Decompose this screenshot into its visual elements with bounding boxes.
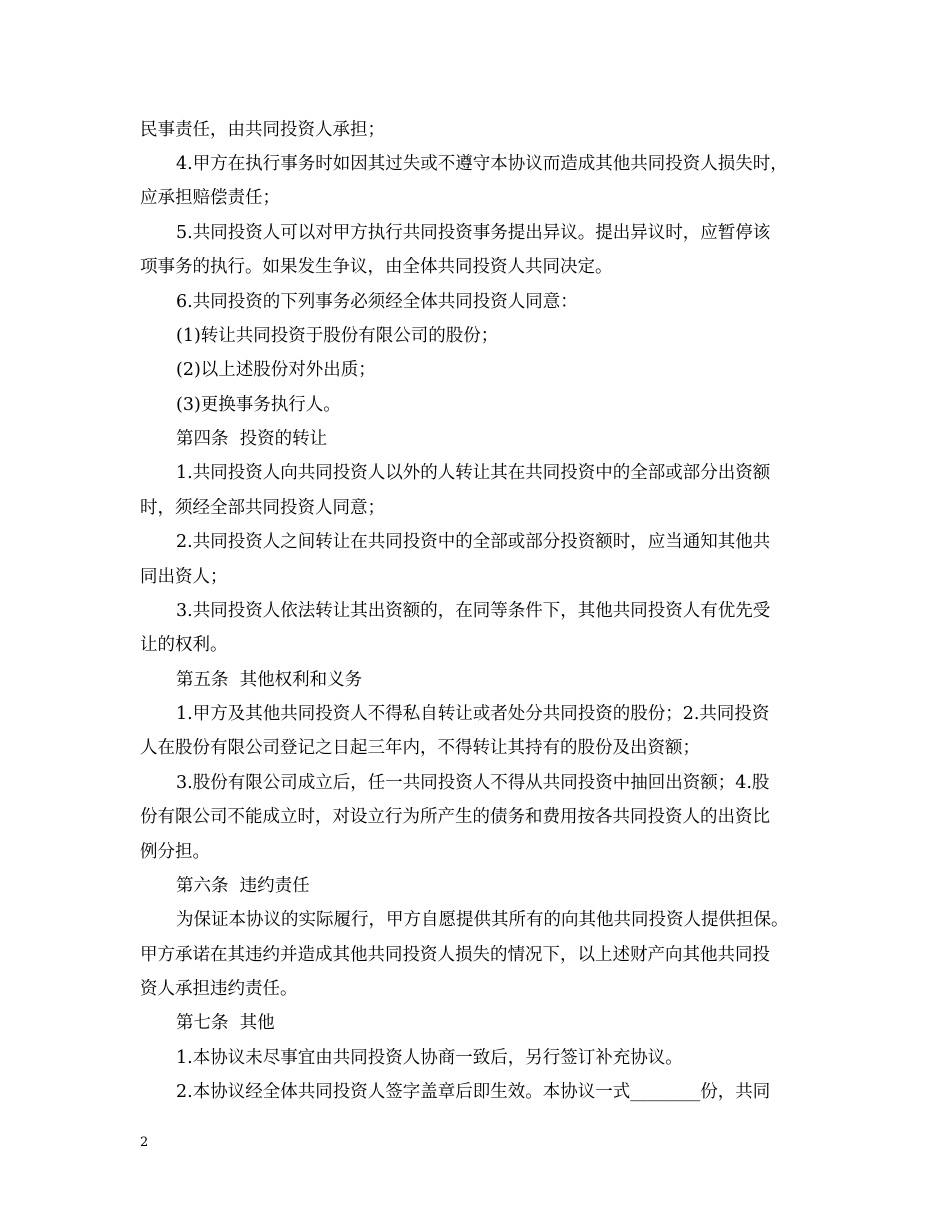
text-line: 民事责任，由共同投资人承担； bbox=[140, 120, 385, 140]
text-line: 1.甲方及其他共同投资人不得私自转让或者处分共同投资的股份；2.共同投资 bbox=[176, 704, 770, 724]
text-line: 例分担。 bbox=[140, 842, 210, 862]
text-line: 6.共同投资的下列事务必须经全体共同投资人同意： bbox=[176, 292, 578, 312]
text-line: 应承担赔偿责任； bbox=[140, 188, 280, 208]
text-line: 3.共同投资人依法转让其出资额的，在同等条件下，其他共同投资人有优先受 bbox=[176, 601, 771, 621]
text-line: 份有限公司不能成立时，对设立行为所产生的债务和费用按各共同投资人的出资比 bbox=[140, 807, 770, 827]
text-line: 甲方承诺在其违约并造成其他共同投资人损失的情况下，以上述财产向其他共同投 bbox=[140, 945, 770, 965]
text-line: 资人承担违约责任。 bbox=[140, 979, 298, 999]
text-line: (2)以上述股份对外出质； bbox=[176, 360, 376, 380]
text-line: 2.本协议经全体共同投资人签字盖章后即生效。本协议一式________份，共同 bbox=[176, 1082, 771, 1102]
text-line: (1)转让共同投资于股份有限公司的股份； bbox=[176, 326, 499, 346]
text-line: 同出资人； bbox=[140, 567, 228, 587]
text-line: 5.共同投资人可以对甲方执行共同投资事务提出异议。提出异议时，应暂停该 bbox=[176, 223, 771, 243]
text-line: 1.本协议未尽事宜由共同投资人协商一致后，另行签订补充协议。 bbox=[176, 1048, 683, 1068]
section-heading: 第五条 其他权利和义务 bbox=[176, 670, 363, 690]
text-line: 时，须经全部共同投资人同意； bbox=[140, 498, 385, 518]
section-heading: 第七条 其他 bbox=[176, 1013, 275, 1033]
text-line: 项事务的执行。如果发生争议，由全体共同投资人共同决定。 bbox=[140, 257, 613, 277]
section-heading: 第六条 违约责任 bbox=[176, 876, 310, 896]
text-line: 3.股份有限公司成立后，任一共同投资人不得从共同投资中抽回出资额；4.股 bbox=[176, 773, 770, 793]
text-line: 为保证本协议的实际履行，甲方自愿提供其所有的向其他共同投资人提供担保。 bbox=[176, 910, 789, 930]
text-line: 1.共同投资人向共同投资人以外的人转让其在共同投资中的全部或部分出资额 bbox=[176, 463, 771, 483]
page-number: 2 bbox=[140, 1135, 149, 1150]
text-line: (3)更换事务执行人。 bbox=[176, 395, 341, 415]
text-line: 4.甲方在执行事务时如因其过失或不遵守本协议而造成其他共同投资人损失时， bbox=[176, 154, 788, 174]
text-line: 让的权利。 bbox=[140, 635, 228, 655]
section-heading: 第四条 投资的转让 bbox=[176, 429, 328, 449]
text-line: 人在股份有限公司登记之日起三年内，不得转让其持有的股份及出资额； bbox=[140, 738, 700, 758]
text-line: 2.共同投资人之间转让在共同投资中的全部或部分投资额时，应当通知其他共 bbox=[176, 532, 771, 552]
